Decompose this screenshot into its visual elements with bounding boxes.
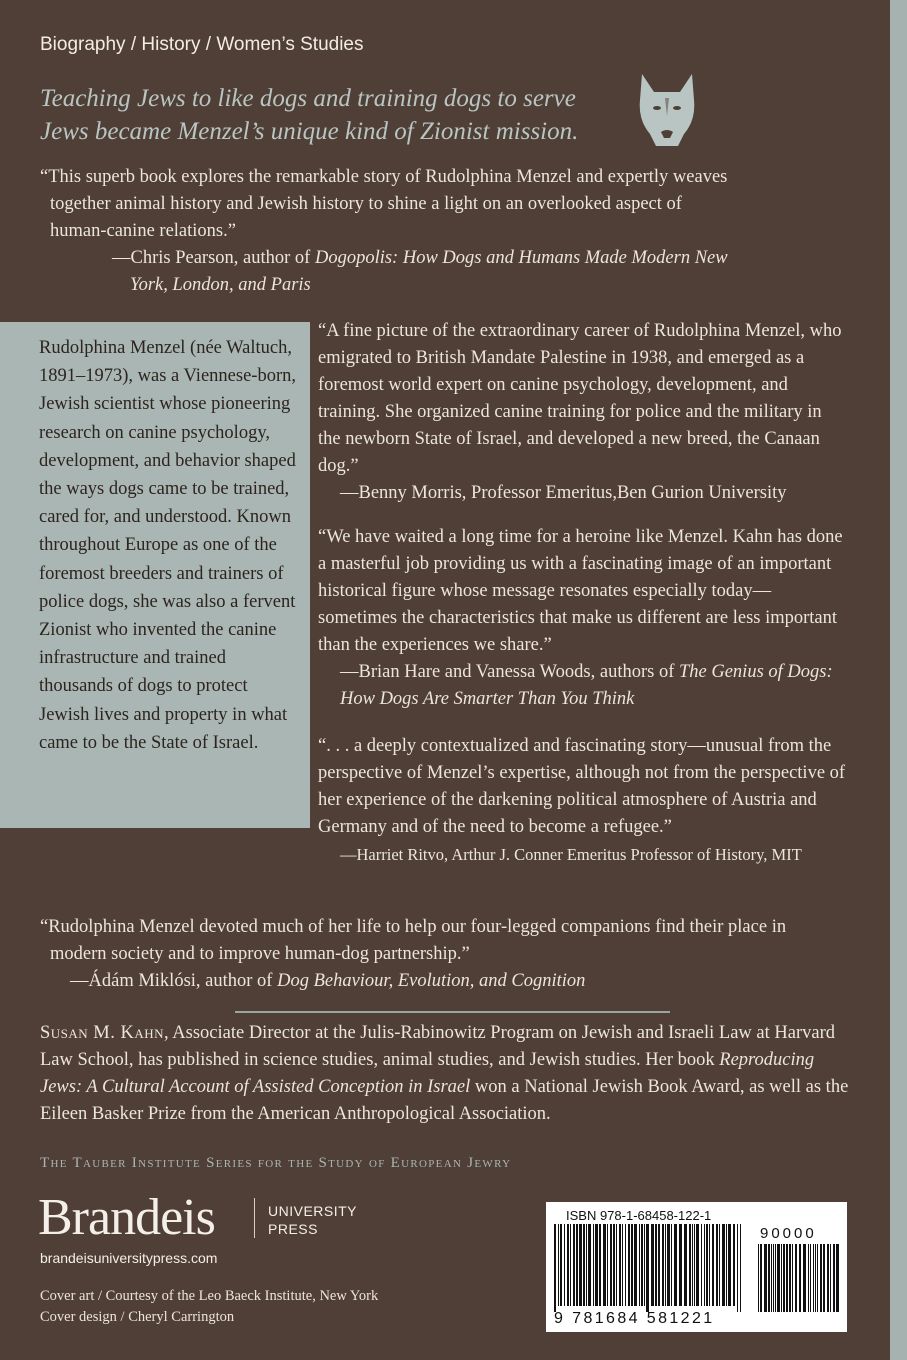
barcode-addon-bar: [820, 1244, 822, 1312]
barcode-bar: [639, 1224, 640, 1306]
barcode-bar: [583, 1224, 585, 1306]
blurb-attribution: —Ádám Miklósi, author of Dog Behaviour, Evolution, and Cognition: [70, 971, 586, 991]
sidebar-text: Rudolphina Menzel (née Waltuch, 1891–1973), was a Viennese-born, Jewish scientist whose pioneering research on canine psychology, development, and behavior shaped the ways dogs came to be trained, cared for, and understood. Known throughout Europe as one of the foremost breeders and trainers of police dogs, she was also a fervent Zionist who invented the canine infrastructure and trained thousands of dogs to protect Jewish lives and property in what came to be the State of Israel.: [39, 338, 296, 753]
barcode-bar: [599, 1224, 601, 1306]
barcode-bar: [641, 1224, 643, 1306]
price-code: 90000: [760, 1225, 817, 1242]
barcode-bar: [712, 1224, 714, 1306]
barcode-bar: [728, 1224, 731, 1306]
barcode-addon-bar: [817, 1244, 818, 1312]
barcode-bar: [692, 1224, 693, 1306]
barcode-bar: [733, 1224, 735, 1306]
blurb-text: “This superb book explores the remarkable story of Rudolphina Menzel and expertly weaves together animal history and Jewish history to shine a light on an overlooked aspect of human-canine relations.”: [40, 167, 728, 241]
isbn-label: ISBN 978-1-68458-122-1: [566, 1208, 712, 1223]
barcode-addon-bar: [810, 1244, 811, 1312]
barcode-addon-bar: [808, 1244, 809, 1312]
barcode-bar: [595, 1224, 598, 1306]
barcode-bar: [628, 1224, 630, 1306]
barcode-bar: [646, 1224, 649, 1312]
publisher-url[interactable]: brandeisuniversitypress.com: [40, 1250, 218, 1266]
barcode-bar: [704, 1224, 705, 1306]
barcode-bar: [603, 1224, 606, 1306]
ean-digits: 9 781684 581221: [554, 1310, 715, 1327]
blurb-hare-woods: [318, 524, 848, 713]
barcode-bar: [737, 1224, 738, 1312]
barcode-bar: [684, 1224, 687, 1306]
barcode-addon-bar: [781, 1244, 782, 1312]
cover-art-credit: Cover art / Courtesy of the Leo Baeck Institute, New York: [40, 1288, 379, 1304]
barcode-bar: [658, 1224, 660, 1306]
barcode-bar: [607, 1224, 608, 1306]
publisher-name: Brandeis: [38, 1189, 215, 1246]
barcode-bar: [631, 1224, 633, 1306]
barcode-bar: [719, 1224, 720, 1306]
spine-strip: [890, 0, 907, 1360]
barcode-bar: [570, 1224, 571, 1306]
barcode-bar: [740, 1224, 741, 1312]
cover-credits: [40, 1286, 378, 1328]
blurb-attribution: —Benny Morris, Professor Emeritus,Ben Gurion University: [340, 483, 787, 503]
barcode-addon-bar: [775, 1244, 776, 1312]
blurb-text: “We have waited a long time for a heroine like Menzel. Kahn has done a masterful job providing us with a fascinating image of an important historical figure whose message resonates especially today—sometimes the characteristics that make us different are less important than the experiences we share.”: [318, 527, 843, 655]
barcode-bar: [564, 1224, 565, 1306]
blurb-attribution: —Chris Pearson, author of Dogopolis: How Dogs and Humans Made Modern New York, London, and Paris: [112, 248, 728, 295]
author-name: Susan M. Kahn: [40, 1023, 165, 1043]
isbn-barcode: [546, 1202, 847, 1332]
barcode-bar: [560, 1224, 562, 1306]
blurb-morris: [318, 318, 848, 507]
barcode-addon-bar: [830, 1244, 831, 1312]
blurb-text: “. . . a deeply contextualized and fascinating story—unusual from the perspective of Menzel’s expertise, although not from the perspective of her experience of the darkening political atmosphere of Austria and Germany and of the need to become a refugee.”: [318, 736, 846, 837]
barcode-bar: [716, 1224, 718, 1306]
barcode-bar: [679, 1224, 682, 1306]
barcode-addon-bar: [836, 1244, 839, 1312]
tagline: Teaching Jews to like dogs and training dogs to serve Jews became Menzel’s unique kind of Zionist mission.: [40, 85, 579, 145]
barcode-bar: [567, 1224, 569, 1306]
logo-divider: [254, 1198, 255, 1238]
barcode-addon-bar: [803, 1244, 806, 1312]
barcode-bar: [576, 1224, 578, 1306]
barcode-addon-bar: [827, 1244, 829, 1312]
blurb-miklosi: [40, 914, 840, 995]
barcode-bar: [619, 1224, 621, 1306]
barcode-bar: [616, 1224, 617, 1306]
category-label: Biography / History / Women’s Studies: [40, 34, 364, 55]
barcode-addon-bar: [789, 1244, 791, 1312]
barcode-bar: [588, 1224, 591, 1306]
barcode-bar: [610, 1224, 612, 1306]
barcode-bar: [665, 1224, 666, 1306]
barcode-addon-bar: [799, 1244, 801, 1312]
blurb-ritvo: [318, 733, 848, 868]
barcode-bar: [586, 1224, 587, 1306]
barcode-addon-bar: [764, 1244, 767, 1312]
dog-head-icon: [632, 70, 702, 150]
blurb-text: “A fine picture of the extraordinary career of Rudolphina Menzel, who emigrated to British Mandate Palestine in 1938, and emerged as a foremost world expert on canine psychology, development, and training. She organized canine training for police and the military in the newborn State of Israel, and developed a new breed, the Canaan dog.”: [318, 321, 842, 476]
barcode-addon-bar: [786, 1244, 788, 1312]
barcode-addon-bar: [760, 1244, 762, 1312]
barcode-bar: [558, 1224, 559, 1306]
barcode-addon-bar: [773, 1244, 774, 1312]
barcode-addon-bar: [823, 1244, 825, 1312]
barcode-bar: [593, 1224, 594, 1306]
barcode-bar: [726, 1224, 727, 1306]
barcode-bar: [579, 1224, 582, 1306]
barcode-addon-bar: [777, 1244, 780, 1312]
barcode-addon-bar: [815, 1244, 816, 1312]
barcode-bar: [651, 1224, 654, 1306]
author-sidebar: [0, 322, 310, 828]
barcode-bar: [706, 1224, 708, 1306]
barcode-bar: [674, 1224, 677, 1306]
barcode-bar: [696, 1224, 699, 1306]
blurb-text: “Rudolphina Menzel devoted much of her life to help our four-legged companions find their place in modern society and to improve human-dog partnership.”: [40, 917, 787, 964]
barcode-addon-bar: [758, 1244, 759, 1312]
barcode-bar: [655, 1224, 657, 1306]
barcode-bar: [622, 1224, 623, 1306]
barcode-bar: [634, 1224, 637, 1306]
barcode-addon-bar: [813, 1244, 814, 1312]
barcode-bar: [573, 1224, 575, 1306]
barcode-addon-bar: [783, 1244, 785, 1312]
barcode-bar: [613, 1224, 615, 1306]
barcode-bar: [701, 1224, 702, 1306]
barcode-bar: [709, 1224, 710, 1306]
barcode-addon-bar: [833, 1244, 835, 1312]
barcode-bar: [689, 1224, 691, 1306]
cover-design-credit: Cover design / Cheryl Carrington: [40, 1309, 235, 1325]
barcode-bar: [694, 1224, 695, 1306]
blurb-attribution: —Harriet Ritvo, Arthur J. Conner Emeritus Professor of History, MIT: [340, 845, 802, 864]
series-name: The Tauber Institute Series for the Study of European Jewry: [40, 1155, 512, 1171]
barcode-bar: [662, 1224, 664, 1306]
blurb-pearson: [40, 164, 740, 299]
barcode-bar: [722, 1224, 725, 1306]
barcode-bar: [671, 1224, 672, 1306]
barcode-addon-bar: [795, 1244, 797, 1312]
barcode-bar: [554, 1224, 556, 1312]
publisher-logo: [38, 1189, 358, 1246]
barcode-addon-bar: [771, 1244, 772, 1312]
publisher-subtitle: UNIVERSITY PRESS: [268, 1203, 358, 1237]
barcode-bar: [625, 1224, 626, 1306]
divider-rule: [235, 1011, 670, 1013]
blurb-attribution: —Brian Hare and Vanessa Woods, authors of The Genius of Dogs: How Dogs Are Smarter Than You Think: [340, 662, 833, 709]
barcode-addon-bar: [792, 1244, 793, 1312]
author-bio: Susan M. Kahn, Associate Director at the Julis-Rabinowitz Program on Jewish and Israeli Law at Harvard Law School, has published in science studies, animal studies, and Jewish studies. Her book Reproducing Jews: A Cultural Account of Assisted Conception in Israel won a National Jewish Book Award, as well as the Eileen Basker Prize from the American Anthropological Association.: [40, 1023, 849, 1124]
barcode-bar: [644, 1224, 645, 1306]
barcode-addon-bar: [768, 1244, 770, 1312]
barcode-bar: [667, 1224, 670, 1306]
